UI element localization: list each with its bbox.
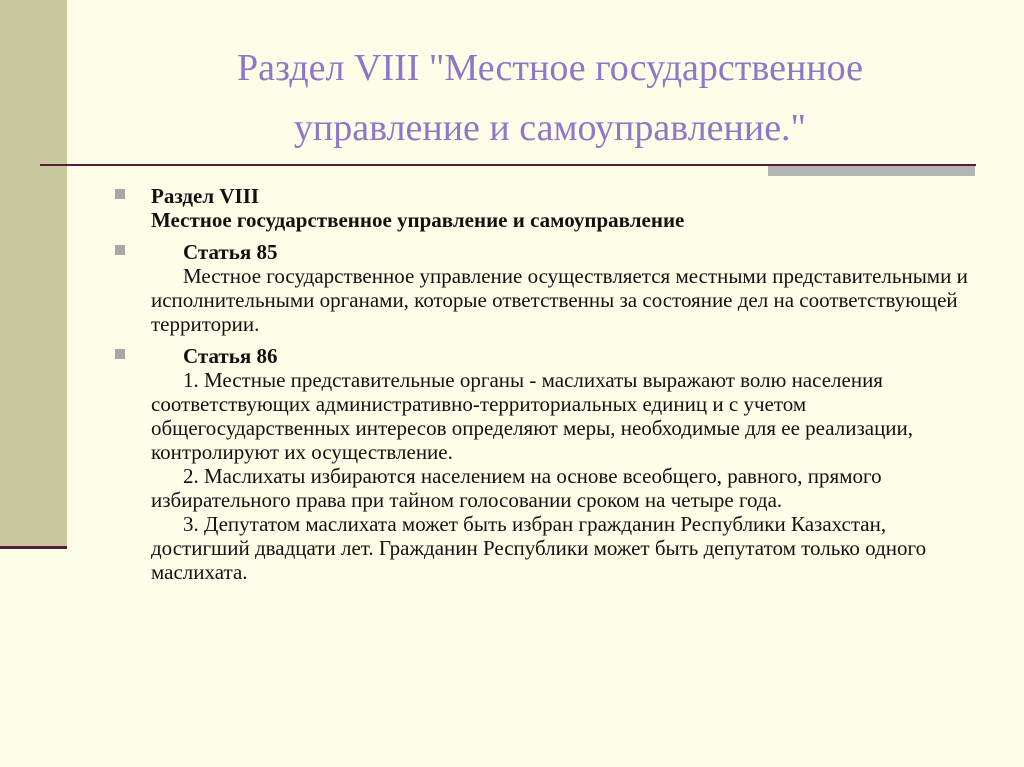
slide-title: [120, 38, 980, 158]
article-86-heading: Статья 86: [183, 344, 278, 368]
square-bullet-icon: [115, 349, 125, 359]
list-item-article-85: [111, 240, 971, 336]
article-86-clause-2: 2. Маслихаты избираются населением на основе всеобщего, равного, прямого избирательного права при тайном голосовании сроком на четыре года.: [151, 464, 882, 512]
list-item-article-86: [111, 344, 971, 584]
article-85-text: Местное государственное управление осуществляется местными представительными и исполнительными органами, которые ответственны за состояние дел на соответствующей территории.: [151, 264, 968, 336]
square-bullet-icon: [115, 245, 125, 255]
section-subheading: Местное государственное управление и самоуправление: [151, 208, 685, 232]
article-86-clause-1: 1. Местные представительные органы - маслихаты выражают волю населения соответствующих административно-территориальных единиц и с учетом общегосударственных интересов определяют меры, необходимые для ее реализации, контролируют их осуществление.: [151, 368, 914, 464]
section-heading: Раздел VIII: [151, 184, 260, 208]
article-85-heading: Статья 85: [183, 240, 278, 264]
square-bullet-icon: [115, 189, 125, 199]
side-decoration-line: [0, 546, 67, 549]
slide-title-line-2: управление и самоуправление.": [293, 107, 807, 149]
list-item-section: [111, 184, 971, 232]
title-divider-bar: [768, 166, 975, 176]
slide-content: [111, 184, 971, 592]
article-86-clause-3: 3. Депутатом маслихата может быть избран гражданин Республики Казахстан, достигший двадцати лет. Гражданин Республики может быть депутатом только одного маслихата.: [151, 512, 927, 584]
slide-title-line-1: Раздел VIII "Местное государственное: [237, 47, 863, 89]
side-decoration-strip: [0, 0, 67, 548]
